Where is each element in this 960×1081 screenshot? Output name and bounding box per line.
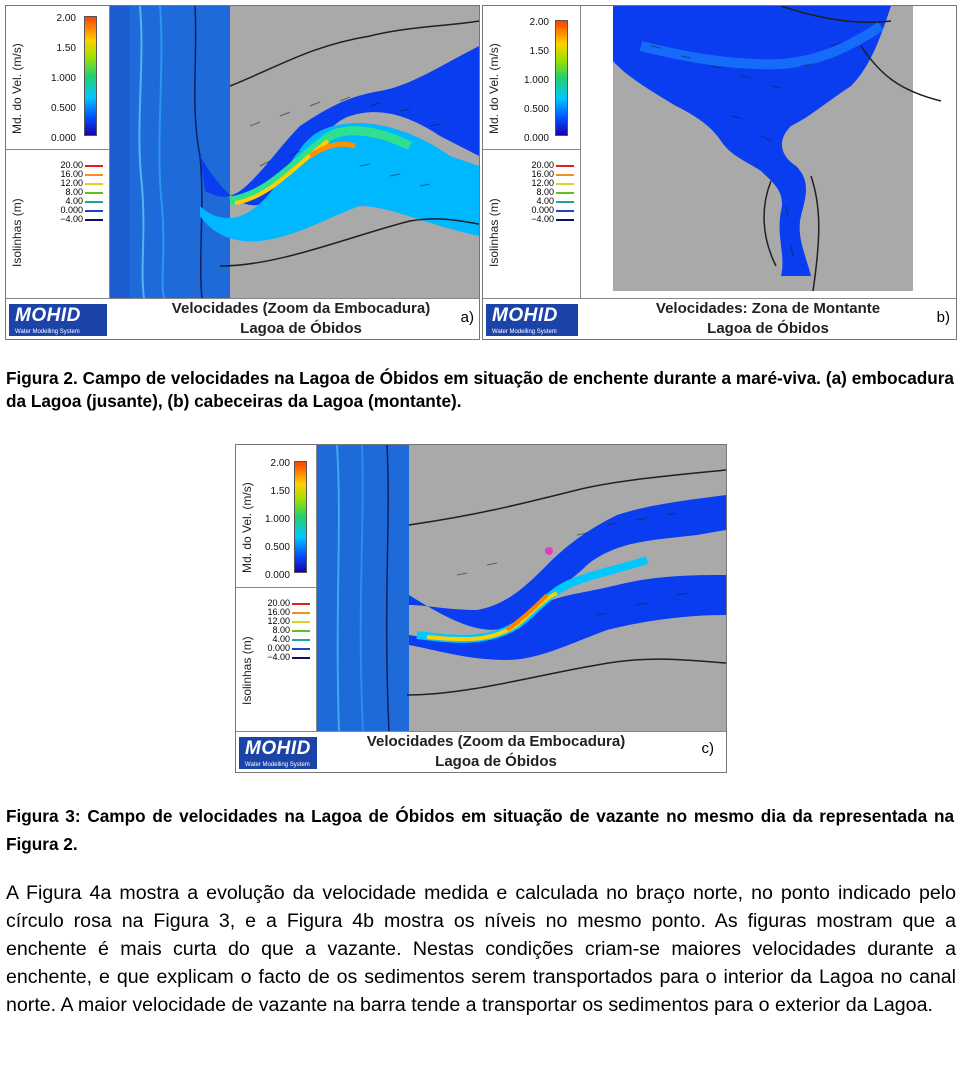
tick-label: 1.000: [50, 73, 76, 84]
velocity-map-a: [110, 6, 479, 299]
isoline-entry: 12.00: [36, 179, 109, 188]
panel-title: Velocidades: Zona de Montante Lagoa de Óbidos: [655, 300, 881, 337]
mohid-logo: MOHID Water Modelling System: [239, 737, 317, 769]
tick-label: 0.000: [264, 570, 290, 581]
isolines-legend-title: Isolinhas (m): [487, 198, 501, 267]
isolines-legend: [483, 149, 580, 299]
map-image: [317, 445, 726, 732]
figure-2a-panel: [5, 5, 480, 340]
velocity-legend-title: Md. do Vel. (m/s): [487, 43, 501, 134]
velocity-legend: [483, 6, 580, 150]
isoline-entry: 16.00: [36, 170, 109, 179]
figure-2b-panel: [482, 5, 957, 340]
isoline-entry: 20.00: [258, 599, 316, 608]
panel-footer: [483, 298, 956, 339]
tick-label: 2.00: [529, 17, 549, 28]
legend: [6, 6, 110, 299]
velocity-ticks: [258, 459, 290, 589]
velocity-colorbar: [84, 16, 97, 136]
isoline-entry: 16.00: [511, 170, 580, 179]
isoline-entry: 8.00: [36, 188, 109, 197]
map-image: [110, 6, 479, 299]
mohid-logo: MOHID Water Modelling System: [486, 304, 578, 336]
legend: [236, 445, 317, 732]
map-image: [581, 6, 956, 299]
isoline-entry: 0.000: [511, 206, 580, 215]
isolines-list: [258, 599, 316, 669]
tick-label: 2.00: [270, 458, 290, 469]
velocity-map-b: [581, 6, 956, 299]
panel-title: Velocidades (Zoom da Embocadura) Lagoa de Óbidos: [366, 733, 626, 770]
isolines-legend-title: Isolinhas (m): [240, 636, 254, 705]
tick-label: 1.000: [523, 75, 549, 86]
velocity-legend-title: Md. do Vel. (m/s): [240, 482, 254, 573]
isolines-legend: [6, 149, 109, 299]
isoline-entry: −4.00: [36, 215, 109, 224]
velocity-map-c: [317, 445, 726, 732]
isoline-entry: 12.00: [258, 617, 316, 626]
isoline-entry: 16.00: [258, 608, 316, 617]
velocity-ticks: [36, 14, 76, 144]
isoline-entry: 0.000: [36, 206, 109, 215]
isoline-entry: 8.00: [511, 188, 580, 197]
isolines-list: [36, 161, 109, 231]
isoline-entry: 20.00: [36, 161, 109, 170]
tick-label: 0.500: [523, 104, 549, 115]
panel-footer: [6, 298, 479, 339]
figure-2-caption: Figura 2. Campo de velocidades na Lagoa de Óbidos em situação de enchente durante a maré-viva. (a) embocadura da Lagoa (jusante), (b) cabeceiras da Lagoa (montante).: [6, 368, 954, 411]
isolines-legend-title: Isolinhas (m): [10, 198, 24, 267]
velocity-colorbar: [294, 461, 307, 573]
panel-footer: [236, 731, 726, 772]
panel-title: Velocidades (Zoom da Embocadura) Lagoa de Óbidos: [171, 300, 431, 337]
tick-label: 1.000: [264, 514, 290, 525]
panel-label: b): [936, 309, 950, 326]
tick-label: 2.00: [56, 13, 76, 24]
tick-label: 1.50: [270, 486, 290, 497]
body-paragraph: A Figura 4a mostra a evolução da velocidade medida e calculada no braço norte, no ponto indicado pelo círculo rosa na Figura 3, e a Figura 4b mostra os níveis no mesmo ponto. As figuras mostram que a enchente é mais curta do que a vazante. Nestas condições criam-se maiores velocidades durante a enchente, e que explicam o facto de os sedimentos serem transportados para o interior da Lagoa no canal norte. A maior velocidade de vazante na barra tende a transportar os sedimentos para o exterior da Lagoa.: [6, 882, 956, 1016]
isoline-entry: 4.00: [258, 635, 316, 644]
mohid-logo: MOHID Water Modelling System: [9, 304, 107, 336]
isoline-entry: 20.00: [511, 161, 580, 170]
tick-label: 0.500: [50, 103, 76, 114]
velocity-colorbar: [555, 20, 568, 136]
isoline-entry: 0.000: [258, 644, 316, 653]
tick-label: 0.000: [50, 133, 76, 144]
panel-label: c): [701, 740, 714, 757]
velocity-legend-title: Md. do Vel. (m/s): [10, 43, 24, 134]
velocity-legend: [6, 6, 109, 150]
isoline-entry: −4.00: [511, 215, 580, 224]
tick-label: 1.50: [56, 43, 76, 54]
isoline-entry: 12.00: [511, 179, 580, 188]
legend: [483, 6, 581, 299]
velocity-legend: [236, 445, 316, 588]
figure-3-caption: Figura 3: Campo de velocidades na Lagoa de Óbidos em situação de vazante no mesmo dia da representada na Figura 2.: [6, 806, 954, 854]
panel-label: a): [460, 309, 474, 326]
isoline-entry: 4.00: [36, 197, 109, 206]
tick-label: 0.000: [523, 133, 549, 144]
isoline-entry: 4.00: [511, 197, 580, 206]
tick-label: 0.500: [264, 542, 290, 553]
isoline-entry: −4.00: [258, 653, 316, 662]
isolines-legend: [236, 587, 316, 732]
isolines-list: [511, 161, 580, 231]
velocity-ticks: [511, 18, 549, 148]
tick-label: 1.50: [529, 46, 549, 57]
isoline-entry: 8.00: [258, 626, 316, 635]
figure-3c-panel: [235, 444, 727, 773]
